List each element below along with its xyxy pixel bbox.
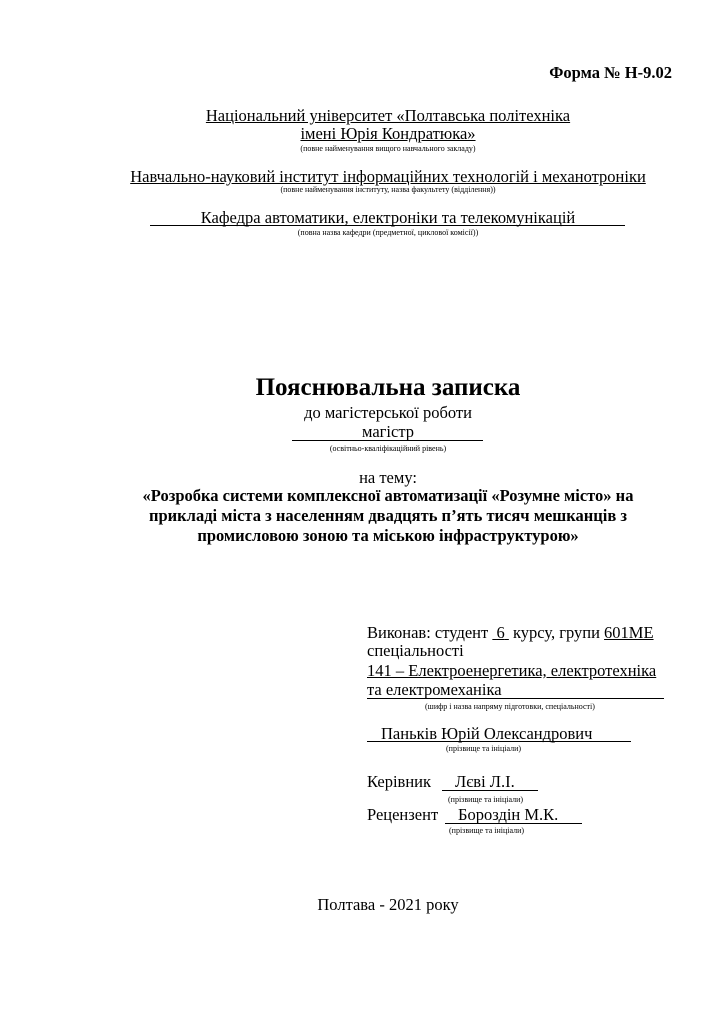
institute-caption: (повне найменування інституту, назва факультету (відділення)) — [280, 185, 496, 194]
performer-group: 601МЕ — [604, 623, 654, 642]
topic-line: прикладі міста з населенням двадцять п’ять тисяч мешканців з — [148, 506, 628, 525]
specialty-caption: (шифр і назва напряму підготовки, спеціальності) — [425, 702, 595, 711]
footer-city-year: Полтава - 2021 року — [317, 895, 459, 914]
degree-value: магістр — [362, 422, 414, 441]
institute-name: Навчально-науковий інститут інформаційних технологій і механотроніки — [130, 167, 646, 186]
topic-line: «Розробка системи комплексної автоматизації «Розумне місто» на — [142, 486, 634, 505]
degree-caption: (освітньо-кваліфікаційний рівень) — [329, 444, 447, 453]
reviewer-label: Рецензент — [367, 805, 439, 824]
supervisor-name: Лєві Л.І. — [455, 772, 515, 791]
performer-prefix: Виконав: студент — [367, 623, 489, 642]
performer-course-label: курсу, групи — [512, 623, 600, 642]
reviewer-name: Бороздін М.К. — [458, 805, 559, 824]
topic-line: промисловою зоною та міською інфраструктурою» — [197, 526, 579, 545]
performer-line — [367, 624, 654, 642]
specialty-line1: 141 – Електроенергетика, електротехніка — [367, 661, 657, 680]
supervisor-label: Керівник — [367, 772, 432, 791]
specialty-label: спеціальності — [367, 641, 464, 660]
student-name: Паньків Юрій Олександрович — [381, 724, 593, 743]
university-line2: імені Юрія Кондратюка» — [300, 124, 476, 143]
document-subtitle: до магістерської роботи — [304, 403, 472, 422]
department-name: Кафедра автоматики, електроніки та телекомунікацій — [200, 208, 576, 227]
specialty-line2: та електромеханіка — [367, 680, 502, 699]
document-title: Пояснювальна записка — [255, 374, 521, 401]
university-line1: Національний університет «Полтавська політехніка — [205, 106, 571, 125]
university-caption: (повне найменування вищого навчального закладу) — [300, 144, 476, 153]
reviewer-caption: (прізвище та ініціали) — [449, 826, 525, 835]
student-name-caption: (прізвище та ініціали) — [446, 744, 522, 753]
performer-course: 6 — [496, 623, 505, 642]
form-number: Форма № Н-9.02 — [549, 63, 672, 82]
department-caption: (повна назва кафедри (предметної, циклової комісії)) — [297, 228, 479, 237]
topic-label: на тему: — [359, 468, 417, 487]
supervisor-caption: (прізвище та ініціали) — [448, 795, 524, 804]
